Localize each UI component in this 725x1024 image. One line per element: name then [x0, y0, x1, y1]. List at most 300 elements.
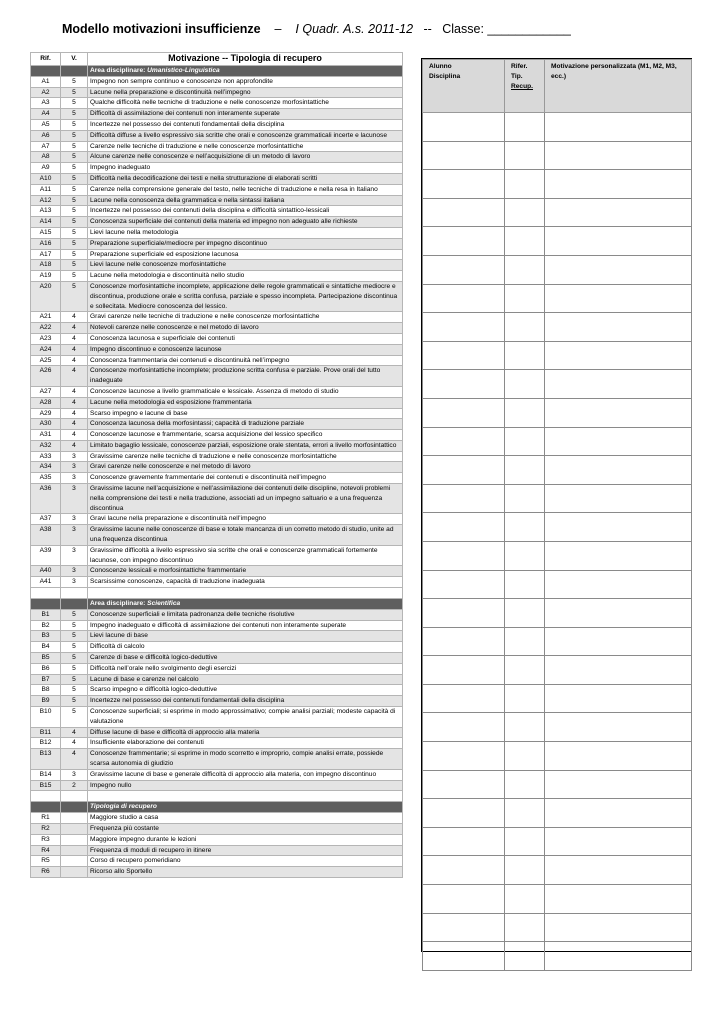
row-code: B12	[31, 738, 61, 749]
cell-alunno[interactable]	[423, 484, 505, 513]
table-row	[31, 271, 403, 282]
row-description: Conoscenze morfosintattiche incomplete; produzione scritta confusa e parziale. Prove orali del tutto inadeguate	[88, 366, 403, 387]
table-row	[31, 769, 403, 780]
table-row	[31, 323, 403, 334]
cell-rifer[interactable]	[505, 141, 545, 170]
row-code: A28	[31, 397, 61, 408]
row-grade: 3	[61, 525, 88, 546]
row-code: B2	[31, 620, 61, 631]
cell-rifer[interactable]	[505, 684, 545, 713]
row-description: Incertezze nel possesso dei contenuti fondamentali della disciplina	[88, 119, 403, 130]
cell-motivazione[interactable]	[545, 484, 692, 513]
cell-rifer[interactable]	[505, 942, 545, 971]
cell-alunno[interactable]	[423, 856, 505, 885]
cell-motivazione[interactable]	[545, 113, 692, 142]
cell-alunno[interactable]	[423, 541, 505, 570]
cell-motivazione[interactable]	[545, 284, 692, 313]
table-row	[31, 440, 403, 451]
row-description: Lacune nella preparazione e discontinuità nell’impegno	[88, 87, 403, 98]
row-code: R3	[31, 834, 61, 845]
table-row	[31, 727, 403, 738]
row-code: A37	[31, 514, 61, 525]
row-code: A10	[31, 173, 61, 184]
table-row	[31, 545, 403, 566]
cell-rifer[interactable]	[505, 427, 545, 456]
cell-rifer[interactable]	[505, 313, 545, 342]
row-description: Maggiore impegno durante le lezioni	[88, 834, 403, 845]
row-grade: 3	[61, 484, 88, 514]
cell-alunno[interactable]	[423, 141, 505, 170]
table-row	[31, 333, 403, 344]
row-grade: 3	[61, 545, 88, 566]
section-header-row	[31, 599, 403, 610]
cell-motivazione[interactable]	[545, 198, 692, 227]
cell-rifer[interactable]	[505, 770, 545, 799]
cell-motivazione[interactable]	[545, 255, 692, 284]
student-row	[423, 885, 692, 914]
row-code: A27	[31, 386, 61, 397]
cell-rifer[interactable]	[505, 198, 545, 227]
cell-rifer[interactable]	[505, 799, 545, 828]
row-code: A32	[31, 440, 61, 451]
row-description: Difficoltà diffuse a livello espressivo sia scritte che orali e conoscenze grammaticali incerte e lacunose	[88, 130, 403, 141]
cell-motivazione[interactable]	[545, 313, 692, 342]
cell-alunno[interactable]	[423, 684, 505, 713]
row-grade: 5	[61, 249, 88, 260]
row-code: A2	[31, 87, 61, 98]
spacer-row	[31, 588, 403, 599]
cell-motivazione[interactable]	[545, 341, 692, 370]
row-description: Difficoltà nella decodificazione dei testi e nella strutturazione di elaborati scritti	[88, 173, 403, 184]
student-row	[423, 684, 692, 713]
row-code: A33	[31, 451, 61, 462]
row-code: A6	[31, 130, 61, 141]
cell-rifer[interactable]	[505, 456, 545, 485]
row-description: Alcune carenze nelle conoscenze e nell’acquisizione di un metodo di lavoro	[88, 152, 403, 163]
student-row	[423, 770, 692, 799]
row-code: A31	[31, 430, 61, 441]
cell-motivazione[interactable]	[545, 799, 692, 828]
row-description: Corso di recupero pomeridiano	[88, 856, 403, 867]
row-grade: 5	[61, 141, 88, 152]
cell-motivazione[interactable]	[545, 541, 692, 570]
row-description: Scarso impegno e difficoltà logico-deduttive	[88, 685, 403, 696]
row-grade: 4	[61, 323, 88, 334]
table-row	[31, 344, 403, 355]
row-grade: 5	[61, 119, 88, 130]
title-period: I Quadr. A.s. 2011-12	[295, 22, 414, 36]
student-row	[423, 656, 692, 685]
cell-rifer[interactable]	[505, 398, 545, 427]
cell-alunno[interactable]	[423, 341, 505, 370]
cell-rifer[interactable]	[505, 885, 545, 914]
col-v: V.	[61, 53, 88, 66]
row-description: Impegno inadeguato e difficoltà di assimilazione dei contenuti non interamente superate	[88, 620, 403, 631]
cell-motivazione[interactable]	[545, 913, 692, 942]
cell-alunno[interactable]	[423, 284, 505, 313]
row-code: A23	[31, 333, 61, 344]
row-description: Gravi carenze nelle tecniche di traduzione e nelle conoscenze morfosintattiche	[88, 312, 403, 323]
row-description: Carenze di base e difficoltà logico-deduttive	[88, 653, 403, 664]
cell-motivazione[interactable]	[545, 398, 692, 427]
cell-rifer[interactable]	[505, 856, 545, 885]
cell-rifer[interactable]	[505, 742, 545, 771]
row-code: A30	[31, 419, 61, 430]
spacer-row	[31, 791, 403, 802]
row-grade: 3	[61, 462, 88, 473]
cell-alunno[interactable]	[423, 627, 505, 656]
cell-alunno[interactable]	[423, 227, 505, 256]
cell-motivazione[interactable]	[545, 170, 692, 199]
cell-motivazione[interactable]	[545, 141, 692, 170]
row-description: Ricorso allo Sportello	[88, 867, 403, 878]
row-grade: 4	[61, 366, 88, 387]
row-grade: 5	[61, 217, 88, 228]
cell-rifer[interactable]	[505, 913, 545, 942]
cell-rifer[interactable]	[505, 484, 545, 513]
section-header-row	[31, 802, 403, 813]
cell-motivazione[interactable]	[545, 713, 692, 742]
table-row	[31, 227, 403, 238]
cell-alunno[interactable]	[423, 313, 505, 342]
row-code: B7	[31, 674, 61, 685]
row-description: Conoscenze morfosintattiche incomplete, applicazione delle regole grammaticali e sintattiche mediocre e discontinua, produzione orale e scritta confusa, parziale e spesso incompleta. Partecipazione discontinua e sollecitata. Mediocre conoscenza del lessico.	[88, 281, 403, 311]
row-code: B13	[31, 749, 61, 770]
cell-alunno[interactable]	[423, 713, 505, 742]
table-row	[31, 163, 403, 174]
row-grade: 4	[61, 386, 88, 397]
row-description: Lacune di base e carenze nel calcolo	[88, 674, 403, 685]
cell-motivazione[interactable]	[545, 885, 692, 914]
row-grade: 4	[61, 408, 88, 419]
row-code: A21	[31, 312, 61, 323]
table-row	[31, 386, 403, 397]
table-row	[31, 674, 403, 685]
row-code: A1	[31, 76, 61, 87]
table-row	[31, 867, 403, 878]
section-prefix: Area disciplinare:	[90, 67, 148, 74]
cell-motivazione[interactable]	[545, 370, 692, 399]
table-row	[31, 130, 403, 141]
cell-motivazione[interactable]	[545, 456, 692, 485]
student-row	[423, 141, 692, 170]
col-rifer	[505, 60, 545, 113]
row-description: Difficoltà di calcolo	[88, 642, 403, 653]
row-description: Notevoli carenze nelle conoscenze e nel metodo di lavoro	[88, 323, 403, 334]
col-alunno-line2: Disciplina	[429, 73, 461, 80]
table-row	[31, 738, 403, 749]
cell-rifer[interactable]	[505, 284, 545, 313]
row-description: Conoscenze lacunose a livello grammaticale e lessicale. Assenza di metodo di studio	[88, 386, 403, 397]
row-description: Conoscenze frammentarie; si esprime in modo scorretto e improprio, compie analisi errate, possiede scarsa autonomia di giudizio	[88, 749, 403, 770]
table-row	[31, 653, 403, 664]
row-description: Incertezze nel possesso dei contenuti fondamentali della disciplina	[88, 696, 403, 707]
cell-alunno[interactable]	[423, 742, 505, 771]
student-row	[423, 913, 692, 942]
cell-rifer[interactable]	[505, 370, 545, 399]
row-description: Conoscenze lacunose e frammentarie, scarsa acquisizione del lessico specifico	[88, 430, 403, 441]
table-row	[31, 642, 403, 653]
table-row	[31, 823, 403, 834]
cell-alunno[interactable]	[423, 113, 505, 142]
row-description: Scarsissime conoscenze, capacità di traduzione inadeguata	[88, 577, 403, 588]
row-grade: 5	[61, 663, 88, 674]
row-description: Qualche difficoltà nelle tecniche di traduzione e nelle conoscenze morfosintattiche	[88, 98, 403, 109]
row-grade: 5	[61, 130, 88, 141]
row-grade: 5	[61, 271, 88, 282]
row-description: Difficoltà nell’orale nello svolgimento degli esercizi	[88, 663, 403, 674]
row-code: R5	[31, 856, 61, 867]
row-description: Impegno non sempre continuo e conoscenze non approfondite	[88, 76, 403, 87]
row-description: Lacune nella metodologia e discontinuità nello studio	[88, 271, 403, 282]
student-header-row	[423, 60, 692, 113]
cell-rifer[interactable]	[505, 599, 545, 628]
col-rif: Rif.	[31, 53, 61, 66]
row-description: Conoscenze gravemente frammentarie dei contenuti e discontinuità nell’impegno	[88, 473, 403, 484]
codes-table	[30, 52, 403, 878]
cell-rifer[interactable]	[505, 713, 545, 742]
row-grade: 5	[61, 674, 88, 685]
row-grade: 5	[61, 163, 88, 174]
row-description: Frequenza di moduli di recupero in itinere	[88, 845, 403, 856]
cell-motivazione[interactable]	[545, 856, 692, 885]
col-alunno-line1: Alunno	[429, 63, 452, 70]
table-row	[31, 696, 403, 707]
cell-alunno[interactable]	[423, 370, 505, 399]
student-row	[423, 370, 692, 399]
row-description: Scarso impegno e lacune di base	[88, 408, 403, 419]
codes-body	[31, 66, 403, 878]
row-code: B5	[31, 653, 61, 664]
cell-alunno[interactable]	[423, 198, 505, 227]
row-code: A40	[31, 566, 61, 577]
cell-alunno[interactable]	[423, 827, 505, 856]
row-grade: 5	[61, 87, 88, 98]
table-row	[31, 631, 403, 642]
row-grade	[61, 813, 88, 824]
cell-rifer[interactable]	[505, 513, 545, 542]
row-description: Lievi lacune nella metodologia	[88, 227, 403, 238]
table-row	[31, 462, 403, 473]
table-row	[31, 238, 403, 249]
cell-alunno[interactable]	[423, 913, 505, 942]
title-main: Modello motivazioni insufficienze	[62, 22, 261, 36]
row-description: Conoscenze superficiali e limitata padronanza delle tecniche risolutive	[88, 609, 403, 620]
student-row	[423, 541, 692, 570]
row-code: A8	[31, 152, 61, 163]
col-alunno	[423, 60, 505, 113]
cell-motivazione[interactable]	[545, 827, 692, 856]
row-grade: 5	[61, 631, 88, 642]
cell-alunno[interactable]	[423, 885, 505, 914]
row-code: A35	[31, 473, 61, 484]
section-prefix: Area disciplinare:	[90, 600, 148, 608]
student-row	[423, 113, 692, 142]
table-row	[31, 856, 403, 867]
row-code: B6	[31, 663, 61, 674]
student-row	[423, 427, 692, 456]
cell-motivazione[interactable]	[545, 742, 692, 771]
student-row	[423, 599, 692, 628]
table-row	[31, 195, 403, 206]
cell-motivazione[interactable]	[545, 599, 692, 628]
cell-rifer[interactable]	[505, 227, 545, 256]
row-description: Incertezze nel possesso dei contenuti della disciplina e difficoltà sintattico-lessicali	[88, 206, 403, 217]
row-grade: 3	[61, 514, 88, 525]
table-row	[31, 609, 403, 620]
row-grade: 5	[61, 620, 88, 631]
cell-rifer[interactable]	[505, 827, 545, 856]
row-description: Conoscenza lacunosa e superficiale dei contenuti	[88, 333, 403, 344]
cell-rifer[interactable]	[505, 627, 545, 656]
row-description: Carenze nelle tecniche di traduzione e nelle conoscenze morfosintattiche	[88, 141, 403, 152]
table-row	[31, 419, 403, 430]
table-row	[31, 119, 403, 130]
row-code: B14	[31, 769, 61, 780]
codes-table-wrap	[30, 52, 403, 878]
row-grade: 5	[61, 685, 88, 696]
cell-alunno[interactable]	[423, 170, 505, 199]
row-grade: 5	[61, 76, 88, 87]
cell-motivazione[interactable]	[545, 684, 692, 713]
row-description: Gravissime carenze nelle tecniche di traduzione e nelle conoscenze morfosintattiche	[88, 451, 403, 462]
row-description: Maggiore studio a casa	[88, 813, 403, 824]
row-grade	[61, 823, 88, 834]
cell-rifer[interactable]	[505, 656, 545, 685]
table-row	[31, 707, 403, 728]
cell-alunno[interactable]	[423, 799, 505, 828]
table-row	[31, 217, 403, 228]
row-description: Carenze nella comprensione generale del testo, nelle tecniche di traduzione e nella resa in Italiano	[88, 184, 403, 195]
row-code: R4	[31, 845, 61, 856]
row-description: Gravissime lacune nell’acquisizione e nell’assimilazione dei contenuti delle discipline, notevoli problemi nella comprensione dei testi e nella traduzione, associati ad un impegno saltuario e a una frequenza discontinua	[88, 484, 403, 514]
row-description: Limitato bagaglio lessicale, conoscenze parziali, esposizione orale stentata, errori a livello morfosintattico	[88, 440, 403, 451]
student-row	[423, 942, 692, 971]
row-grade: 4	[61, 749, 88, 770]
row-grade: 4	[61, 440, 88, 451]
table-row	[31, 397, 403, 408]
row-description: Insufficiente elaborazione dei contenuti	[88, 738, 403, 749]
student-row	[423, 484, 692, 513]
cell-alunno[interactable]	[423, 570, 505, 599]
row-code: A19	[31, 271, 61, 282]
row-grade: 5	[61, 184, 88, 195]
cell-alunno[interactable]	[423, 942, 505, 971]
row-grade: 5	[61, 195, 88, 206]
table-row	[31, 249, 403, 260]
cell-motivazione[interactable]	[545, 513, 692, 542]
cell-rifer[interactable]	[505, 541, 545, 570]
table-row	[31, 141, 403, 152]
row-grade: 5	[61, 152, 88, 163]
row-description: Conoscenze lessicali e morfosintattiche frammentarie	[88, 566, 403, 577]
cell-alunno[interactable]	[423, 427, 505, 456]
cell-rifer[interactable]	[505, 113, 545, 142]
row-grade	[61, 845, 88, 856]
row-grade: 4	[61, 333, 88, 344]
table-row	[31, 206, 403, 217]
row-code: B4	[31, 642, 61, 653]
row-grade: 4	[61, 397, 88, 408]
cell-motivazione[interactable]	[545, 227, 692, 256]
cell-rifer[interactable]	[505, 570, 545, 599]
row-description: Lacune nella metodologia ed esposizione frammentaria	[88, 397, 403, 408]
cell-alunno[interactable]	[423, 770, 505, 799]
row-code: B1	[31, 609, 61, 620]
student-row	[423, 398, 692, 427]
student-body	[423, 113, 692, 971]
row-grade: 5	[61, 696, 88, 707]
row-description: Impegno nullo	[88, 780, 403, 791]
row-code: A16	[31, 238, 61, 249]
table-row	[31, 484, 403, 514]
row-grade: 5	[61, 642, 88, 653]
cell-motivazione[interactable]	[545, 570, 692, 599]
cell-rifer[interactable]	[505, 255, 545, 284]
student-row	[423, 456, 692, 485]
table-row	[31, 312, 403, 323]
section-header	[88, 802, 403, 813]
cell-motivazione[interactable]	[545, 942, 692, 971]
row-code: B3	[31, 631, 61, 642]
table-row	[31, 260, 403, 271]
student-row	[423, 742, 692, 771]
table-row	[31, 620, 403, 631]
row-grade: 5	[61, 173, 88, 184]
row-code: A7	[31, 141, 61, 152]
cell-alunno[interactable]	[423, 398, 505, 427]
row-code: B15	[31, 780, 61, 791]
class-blank: ____________	[487, 22, 571, 36]
row-code: R6	[31, 867, 61, 878]
student-row	[423, 227, 692, 256]
cell-motivazione[interactable]	[545, 770, 692, 799]
student-table	[422, 59, 692, 971]
row-code: A36	[31, 484, 61, 514]
row-code: B11	[31, 727, 61, 738]
table-row	[31, 152, 403, 163]
section-header	[88, 66, 403, 77]
row-code: A22	[31, 323, 61, 334]
cell-alunno[interactable]	[423, 255, 505, 284]
row-code: B9	[31, 696, 61, 707]
cell-rifer[interactable]	[505, 341, 545, 370]
cell-motivazione[interactable]	[545, 656, 692, 685]
cell-motivazione[interactable]	[545, 627, 692, 656]
cell-motivazione[interactable]	[545, 427, 692, 456]
cell-alunno[interactable]	[423, 599, 505, 628]
row-description: Gravissime lacune nelle conoscenze di base e totale mancanza di un corretto metodo di studio, unite ad una frequenza discontinua	[88, 525, 403, 546]
section-header	[88, 599, 403, 610]
table-row	[31, 780, 403, 791]
col-title: Motivazione -- Tipologia di recupero	[88, 53, 403, 66]
row-grade: 3	[61, 566, 88, 577]
row-grade: 4	[61, 419, 88, 430]
table-row	[31, 834, 403, 845]
row-code: A18	[31, 260, 61, 271]
row-grade: 5	[61, 206, 88, 217]
row-grade: 5	[61, 281, 88, 311]
cell-alunno[interactable]	[423, 656, 505, 685]
row-code: A15	[31, 227, 61, 238]
table-row	[31, 685, 403, 696]
cell-alunno[interactable]	[423, 456, 505, 485]
row-code: A14	[31, 217, 61, 228]
row-grade: 4	[61, 312, 88, 323]
cell-alunno[interactable]	[423, 513, 505, 542]
cell-rifer[interactable]	[505, 170, 545, 199]
row-grade: 5	[61, 109, 88, 120]
